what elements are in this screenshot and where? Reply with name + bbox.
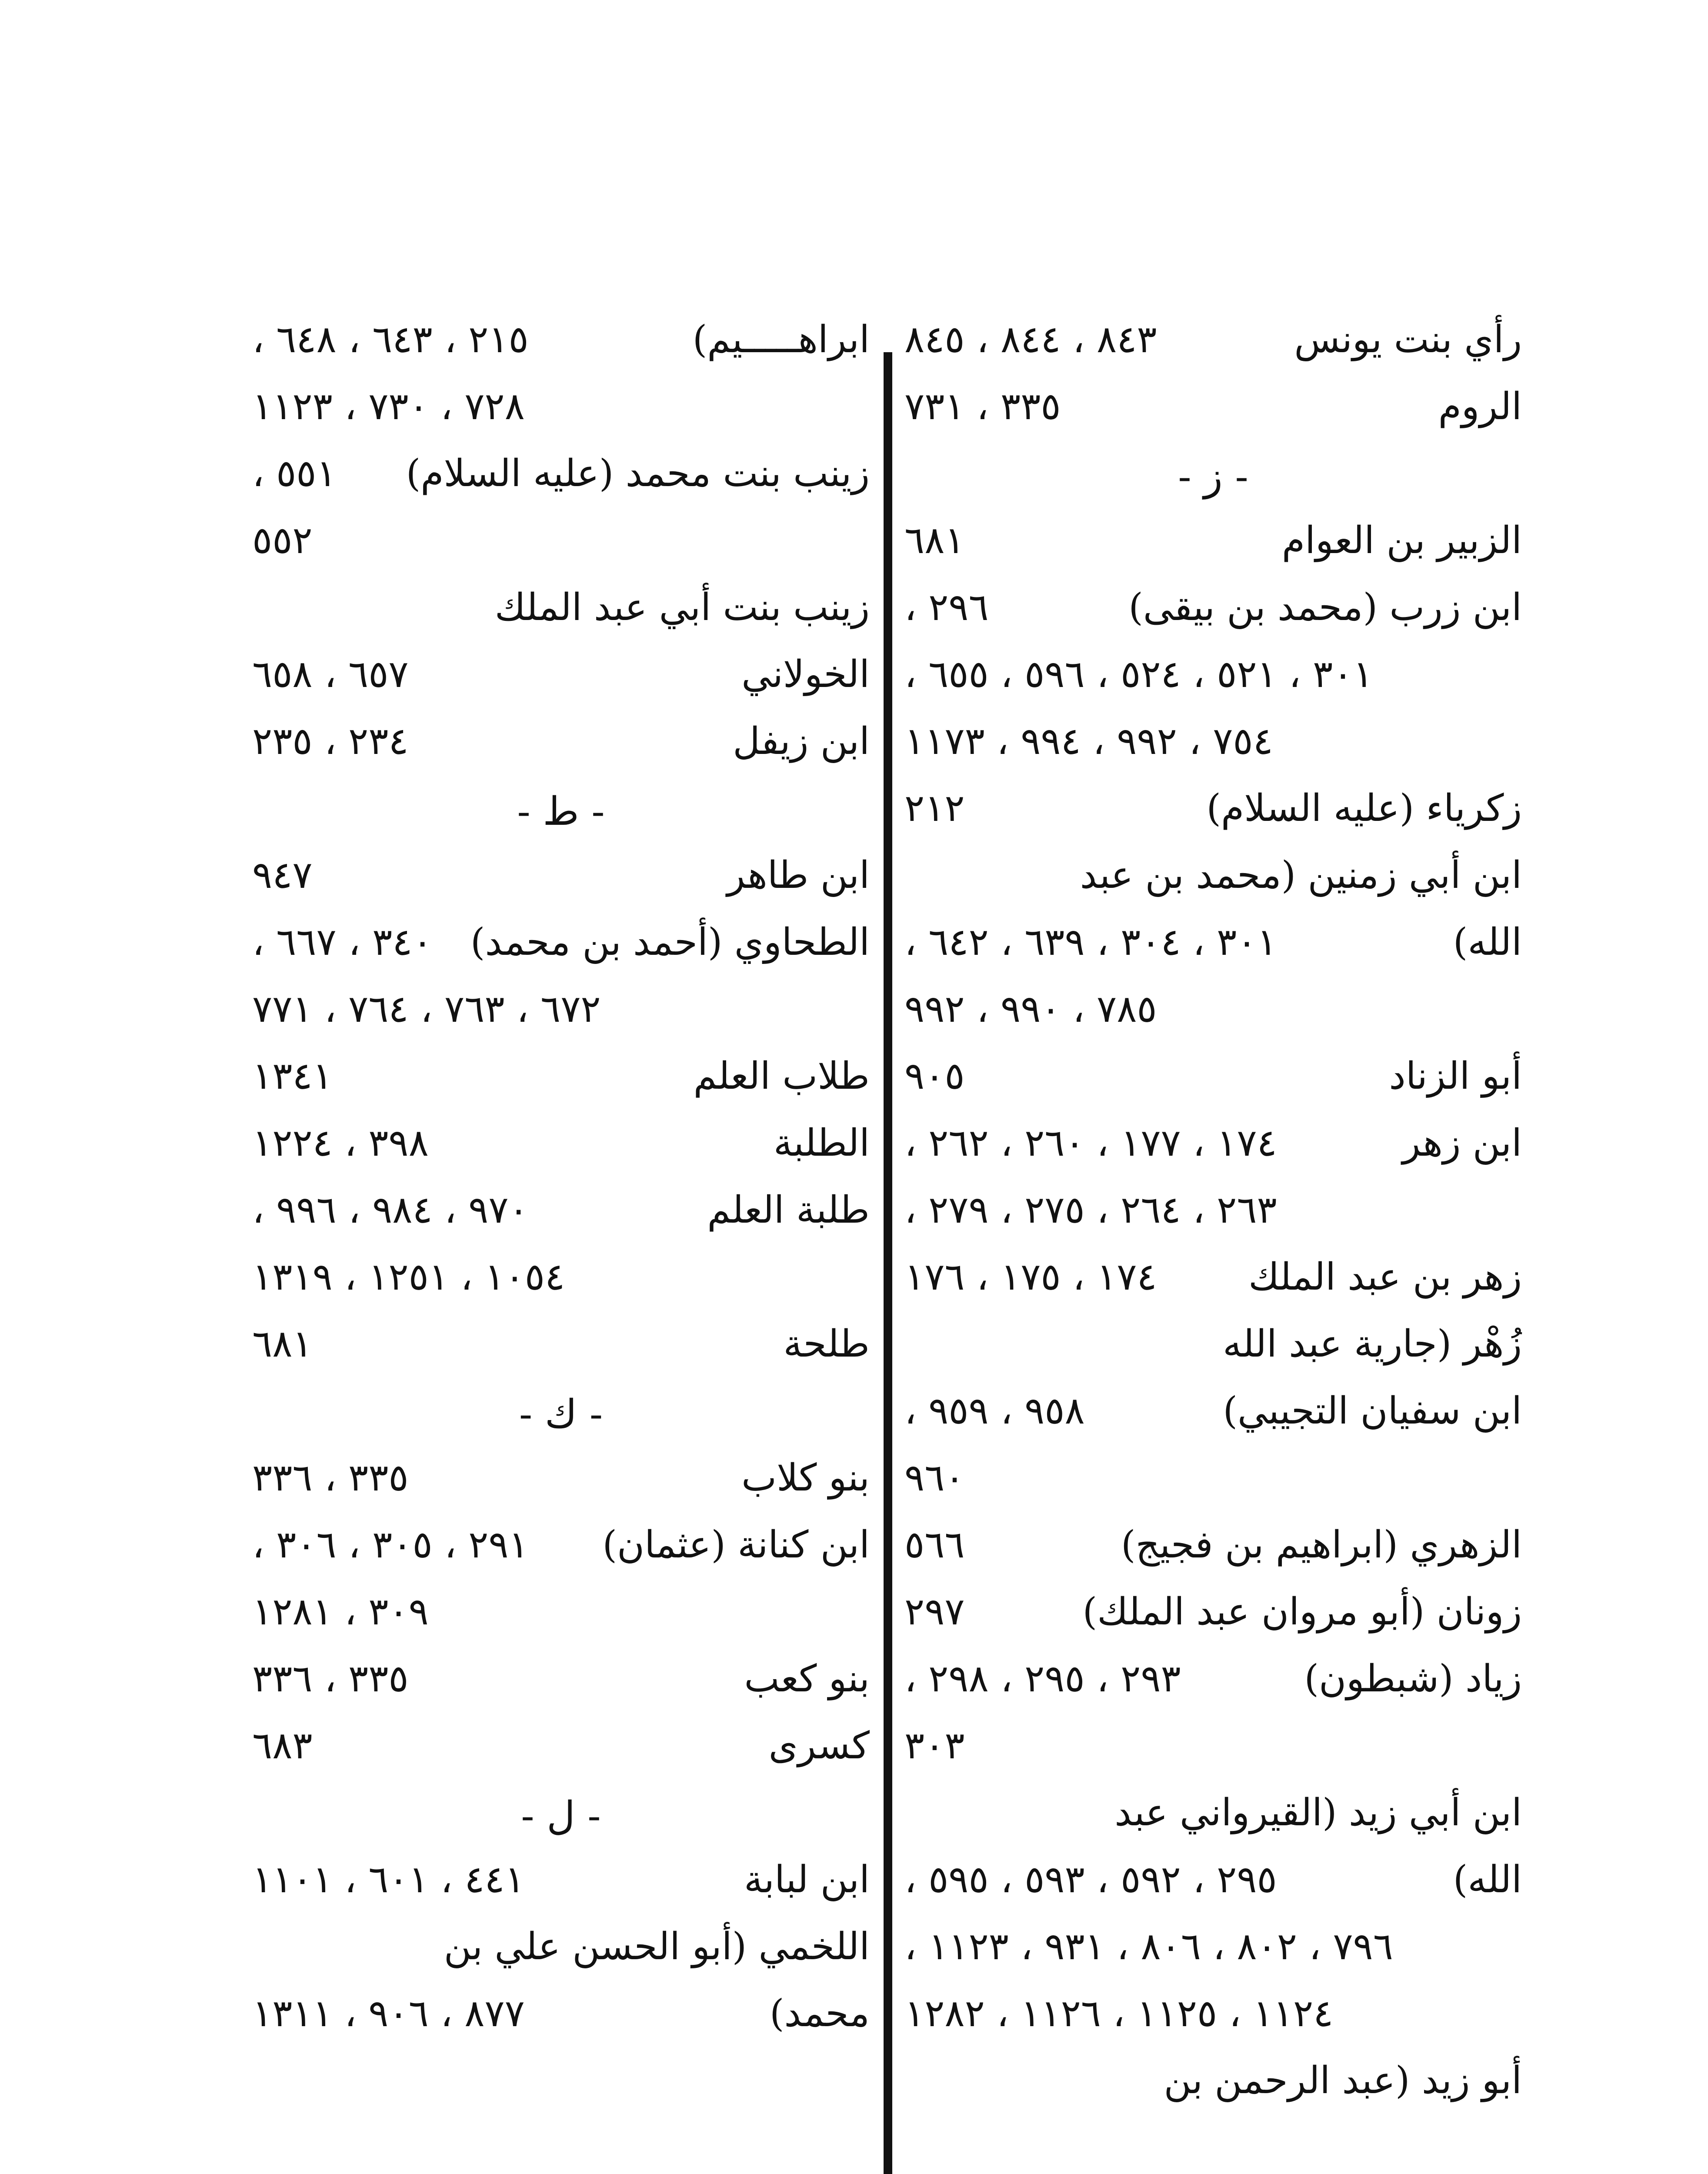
entry-page-refs: ٣٠٣ xyxy=(904,1724,965,1767)
index-entry xyxy=(904,1577,1522,1644)
entry-name: اللخمي (أبو الحسن علي بن xyxy=(444,1925,870,1968)
entry-name: زينب بنت محمد (عليه السلام) xyxy=(406,452,870,495)
entry-page-refs: ٥٦٦ xyxy=(904,1523,965,1567)
index-entry xyxy=(904,974,1522,1041)
index-entry xyxy=(252,1844,870,1911)
entry-page-refs: ١١٢٤ ، ١١٢٥ ، ١١٢٦ ، ١٢٨٢ xyxy=(904,1992,1334,2035)
entry-page-refs: ٣٠١ ، ٣٠٤ ، ٦٣٩ ، ٦٤٢ ، xyxy=(904,920,1277,964)
index-entry xyxy=(904,304,1522,371)
index-entry xyxy=(252,1309,870,1376)
entry-name: أبو زيد (عبد الرحمن بن xyxy=(1164,2059,1522,2102)
entry-name: الطحاوي (أحمد بن محمد) xyxy=(470,920,870,964)
index-entry xyxy=(252,1978,870,2045)
entry-name: زياد (شبطون) xyxy=(1304,1657,1522,1701)
entry-page-refs: ٢٣٤ ، ٢٣٥ xyxy=(252,720,409,763)
index-entry xyxy=(904,1376,1522,1443)
index-entry xyxy=(904,1443,1522,1510)
entry-name: الروم xyxy=(1438,385,1522,428)
index-entry xyxy=(904,1911,1522,1978)
entry-page-refs: ٤٤١ ، ٦٠١ ، ١١٠١ xyxy=(252,1858,525,1901)
entry-page-refs: ٥٥١ ، xyxy=(252,452,337,495)
entry-name: زينب بنت أبي عبد الملك xyxy=(494,586,870,629)
column-divider-rule xyxy=(884,352,892,2174)
entry-page-refs: ٥٥٢ xyxy=(252,519,313,562)
entry-name: الله) xyxy=(1453,1858,1522,1901)
index-entry xyxy=(252,974,870,1041)
entry-name: بنو كلاب xyxy=(741,1456,870,1500)
entry-name: زكرياء (عليه السلام) xyxy=(1206,787,1522,830)
index-entry xyxy=(252,1577,870,1644)
entry-name: بنو كعب xyxy=(744,1657,870,1701)
entry-name: طلحة xyxy=(783,1322,870,1366)
entry-page-refs: ٣٠١ ، ٥٢١ ، ٥٢٤ ، ٥٩٦ ، ٦٥٥ ، xyxy=(904,653,1373,696)
index-entry xyxy=(904,1777,1522,1844)
index-entry xyxy=(904,1844,1522,1911)
entry-page-refs: ٢٦٣ ، ٢٦٤ ، ٢٧٥ ، ٢٧٩ ، xyxy=(904,1188,1277,1232)
entry-name: ابن كنانة (عثمان) xyxy=(602,1523,870,1567)
entry-page-refs: ٦٨١ xyxy=(904,519,965,562)
index-entry xyxy=(904,505,1522,572)
section-letter-heading: - ك - xyxy=(519,1391,603,1437)
entry-name: ابراهـــــيم) xyxy=(692,318,870,361)
entry-page-refs: ٦٧٢ ، ٧٦٣ ، ٧٦٤ ، ٧٧١ xyxy=(252,987,601,1031)
entry-page-refs: ٢٩٧ xyxy=(904,1590,965,1634)
entry-page-refs: ٣٤٠ ، ٦٦٧ ، xyxy=(252,920,433,964)
entry-name: محمد) xyxy=(770,1992,870,2035)
entry-name: ابن زهر xyxy=(1402,1121,1522,1165)
index-entry xyxy=(904,1510,1522,1577)
entry-page-refs: ٧٥٤ ، ٩٩٢ ، ٩٩٤ ، ١١٧٣ xyxy=(904,720,1273,763)
index-entry xyxy=(252,1510,870,1577)
index-entry xyxy=(904,639,1522,706)
index-entry xyxy=(904,1711,1522,1777)
entry-page-refs: ٦٨٣ xyxy=(252,1724,313,1767)
index-entry xyxy=(252,371,870,438)
index-entry xyxy=(252,907,870,974)
entry-page-refs: ٣٩٨ ، ١٢٢٤ xyxy=(252,1121,429,1165)
index-entry xyxy=(252,1242,870,1309)
index-entry xyxy=(252,505,870,572)
entry-name: رأي بنت يونس xyxy=(1294,318,1522,361)
entry-page-refs: ٩٥٨ ، ٩٥٩ ، xyxy=(904,1389,1085,1433)
entry-page-refs: ١٧٤ ، ١٧٥ ، ١٧٦ xyxy=(904,1255,1157,1299)
index-entry xyxy=(904,371,1522,438)
entry-page-refs: ١٣٤١ xyxy=(252,1054,333,1098)
entry-page-refs: ٢٩٦ ، xyxy=(904,586,989,629)
entry-page-refs: ٦٥٧ ، ٦٥٨ xyxy=(252,653,409,696)
index-entry xyxy=(252,1644,870,1711)
index-entry xyxy=(904,706,1522,773)
entry-page-refs: ٢١٥ ، ٦٤٣ ، ٦٤٨ ، xyxy=(252,318,529,361)
index-entry xyxy=(252,1041,870,1108)
entry-name: زُهْر (جارية عبد الله xyxy=(1223,1322,1522,1366)
index-entry xyxy=(252,1175,870,1242)
index-entry xyxy=(252,840,870,907)
index-entry xyxy=(904,1175,1522,1242)
entry-name: الزبير بن العوام xyxy=(1281,519,1522,562)
entry-page-refs: ٩٦٠ xyxy=(904,1456,965,1500)
index-entry xyxy=(252,572,870,639)
index-entry xyxy=(904,1108,1522,1175)
entry-page-refs: ٣٣٥ ، ٧٣١ xyxy=(904,385,1061,428)
entry-name: كسرى xyxy=(768,1724,870,1767)
entry-name: ابن زيفل xyxy=(733,720,870,763)
index-entry xyxy=(252,706,870,773)
index-entry xyxy=(904,907,1522,974)
index-entry xyxy=(252,1711,870,1777)
index-entry xyxy=(904,1242,1522,1309)
entry-name: ابن أبي زيد (القيرواني عبد xyxy=(1114,1791,1522,1834)
entry-name: زونان (أبو مروان عبد الملك) xyxy=(1082,1590,1522,1634)
entry-name: الله) xyxy=(1453,920,1522,964)
entry-name: ابن أبي زمنين (محمد بن عبد xyxy=(1080,854,1522,897)
entry-page-refs: ١٠٥٤ ، ١٢٥١ ، ١٣١٩ xyxy=(252,1255,565,1299)
index-entry xyxy=(252,639,870,706)
section-letter-heading: - ز - xyxy=(1178,454,1248,500)
left-index-column xyxy=(252,304,870,2045)
index-entry xyxy=(904,1041,1522,1108)
entry-page-refs: ٣٣٥ ، ٣٣٦ xyxy=(252,1657,409,1701)
entry-name: زهر بن عبد الملك xyxy=(1248,1255,1522,1299)
entry-page-refs: ٢١٢ xyxy=(904,787,965,830)
entry-name: ابن زرب (محمد بن بيقى) xyxy=(1128,586,1522,629)
entry-page-refs: ٩٧٠ ، ٩٨٤ ، ٩٩٦ ، xyxy=(252,1188,529,1232)
entry-page-refs: ٧٢٨ ، ٧٣٠ ، ١١٢٣ xyxy=(252,385,525,428)
entry-page-refs: ٣٣٥ ، ٣٣٦ xyxy=(252,1456,409,1500)
entry-page-refs: ٢٩٥ ، ٥٩٢ ، ٥٩٣ ، ٥٩٥ ، xyxy=(904,1858,1277,1901)
entry-name: ابن طاهر xyxy=(727,854,870,897)
section-letter-heading: - ل - xyxy=(521,1793,601,1839)
entry-page-refs: ٧٩٦ ، ٨٠٢ ، ٨٠٦ ، ٩٣١ ، ١١٢٣ ، xyxy=(904,1925,1393,1968)
entry-page-refs: ٩٠٥ xyxy=(904,1054,965,1098)
entry-name: الزهري (ابراهيم بن فجيج) xyxy=(1121,1523,1522,1567)
index-entry xyxy=(904,2045,1522,2112)
entry-page-refs: ٨٤٣ ، ٨٤٤ ، ٨٤٥ xyxy=(904,318,1157,361)
entry-page-refs: ٧٨٥ ، ٩٩٠ ، ٩٩٢ xyxy=(904,987,1157,1031)
index-entry xyxy=(904,1644,1522,1711)
entry-page-refs: ٢٩١ ، ٣٠٥ ، ٣٠٦ ، xyxy=(252,1523,529,1567)
entry-name: طلبة العلم xyxy=(707,1188,870,1232)
entry-name: ابن سفيان التجيبي) xyxy=(1223,1389,1522,1433)
entry-page-refs: ٣٠٩ ، ١٢٨١ xyxy=(252,1590,429,1634)
entry-page-refs: ٩٤٧ xyxy=(252,854,313,897)
section-letter-heading: - ط - xyxy=(517,789,605,834)
index-entry xyxy=(252,438,870,505)
entry-name: الطلبة xyxy=(773,1121,870,1165)
index-entry xyxy=(252,1108,870,1175)
right-index-column xyxy=(904,304,1522,2112)
entry-page-refs: ٨٧٧ ، ٩٠٦ ، ١٣١١ xyxy=(252,1992,525,2035)
entry-name: أبو الزناد xyxy=(1389,1054,1522,1098)
entry-name: طلاب العلم xyxy=(693,1054,870,1098)
entry-name: الخولاني xyxy=(741,653,870,696)
entry-page-refs: ٢٩٣ ، ٢٩٥ ، ٢٩٨ ، xyxy=(904,1657,1181,1701)
index-entry xyxy=(904,773,1522,840)
index-entry xyxy=(904,572,1522,639)
index-entry xyxy=(252,1443,870,1510)
index-entry xyxy=(252,304,870,371)
entry-page-refs: ٦٨١ xyxy=(252,1322,313,1366)
index-entry xyxy=(904,1978,1522,2045)
index-entry xyxy=(252,1911,870,1978)
index-entry xyxy=(904,1309,1522,1376)
entry-page-refs: ١٧٤ ، ١٧٧ ، ٢٦٠ ، ٢٦٢ ، xyxy=(904,1121,1277,1165)
entry-name: ابن لبابة xyxy=(744,1858,870,1901)
index-entry xyxy=(904,840,1522,907)
